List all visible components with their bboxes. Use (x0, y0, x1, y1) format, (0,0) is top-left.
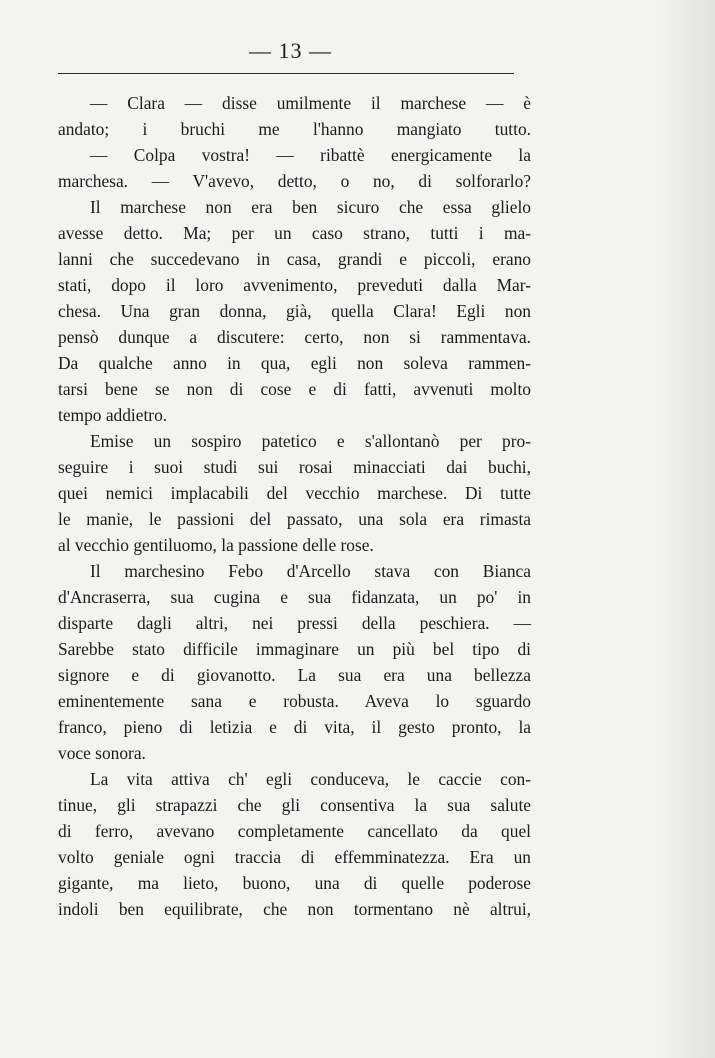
text-line: indoli ben equilibrate, che non tormentano nè altrui, (58, 899, 531, 919)
text-line: Il marchesino Febo d'Arcello stava con Bianca (90, 561, 531, 581)
text-line: avesse detto. Ma; per un caso strano, tutti i ma- (58, 223, 531, 243)
text-line: seguire i suoi studi sui rosai minacciati dai buchi, (58, 457, 531, 477)
scan-shadow (655, 0, 715, 1058)
text-line: al vecchio gentiluomo, la passione delle rose. (58, 535, 374, 555)
text-line: marchesa. — V'avevo, detto, o no, di solforarlo? (58, 171, 531, 191)
text-line: volto geniale ogni traccia di effemminatezza. Era un (58, 847, 531, 867)
text-line: Emise un sospiro patetico e s'allontanò per pro- (90, 431, 531, 451)
text-line: andato; i bruchi me l'hanno mangiato tutto. (58, 119, 531, 139)
text-line: quei nemici implacabili del vecchio marchese. Di tutte (58, 483, 531, 503)
text-line: tarsi bene se non di cose e di fatti, avvenuti molto (58, 379, 531, 399)
text-line: — Clara — disse umilmente il marchese — è (90, 93, 531, 113)
header-rule (58, 73, 514, 74)
text-line: tempo addietro. (58, 405, 168, 425)
text-line: — Colpa vostra! — ribattè energicamente la (90, 145, 531, 165)
text-line: signore e di giovanotto. La sua era una bellezza (58, 665, 531, 685)
text-line: di ferro, avevano completamente cancellato da quel (58, 821, 531, 841)
text-line: voce sonora. (58, 743, 146, 763)
text-line: franco, pieno di letizia e di vita, il gesto pronto, la (58, 717, 531, 737)
text-line: gigante, ma lieto, buono, una di quelle poderose (58, 873, 531, 893)
text-line: disparte dagli altri, nei pressi della peschiera. — (58, 613, 531, 633)
text-line: La vita attiva ch' egli conduceva, le caccie con- (90, 769, 531, 789)
text-line: eminentemente sana e robusta. Aveva lo sguardo (58, 691, 531, 711)
page-number: — 13 — (249, 38, 332, 63)
text-line: tinue, gli strapazzi che gli consentiva la sua salute (58, 795, 531, 815)
text-line: pensò dunque a discutere: certo, non si rammentava. (58, 327, 531, 347)
text-line: Il marchese non era ben sicuro che essa glielo (90, 197, 531, 217)
text-line: le manie, le passioni del passato, una sola era rimasta (58, 509, 531, 529)
text-line: d'Ancraserra, sua cugina e sua fidanzata, un po' in (58, 587, 531, 607)
text-line: lanni che succedevano in casa, grandi e piccoli, erano (58, 249, 531, 269)
text-line: Da qualche anno in qua, egli non soleva rammen- (58, 353, 531, 373)
text-line: stati, dopo il loro avvenimento, preveduti dalla Mar- (58, 275, 531, 295)
text-line: chesa. Una gran donna, già, quella Clara! Egli non (58, 301, 531, 321)
text-line: Sarebbe stato difficile immaginare un più bel tipo di (58, 639, 531, 659)
